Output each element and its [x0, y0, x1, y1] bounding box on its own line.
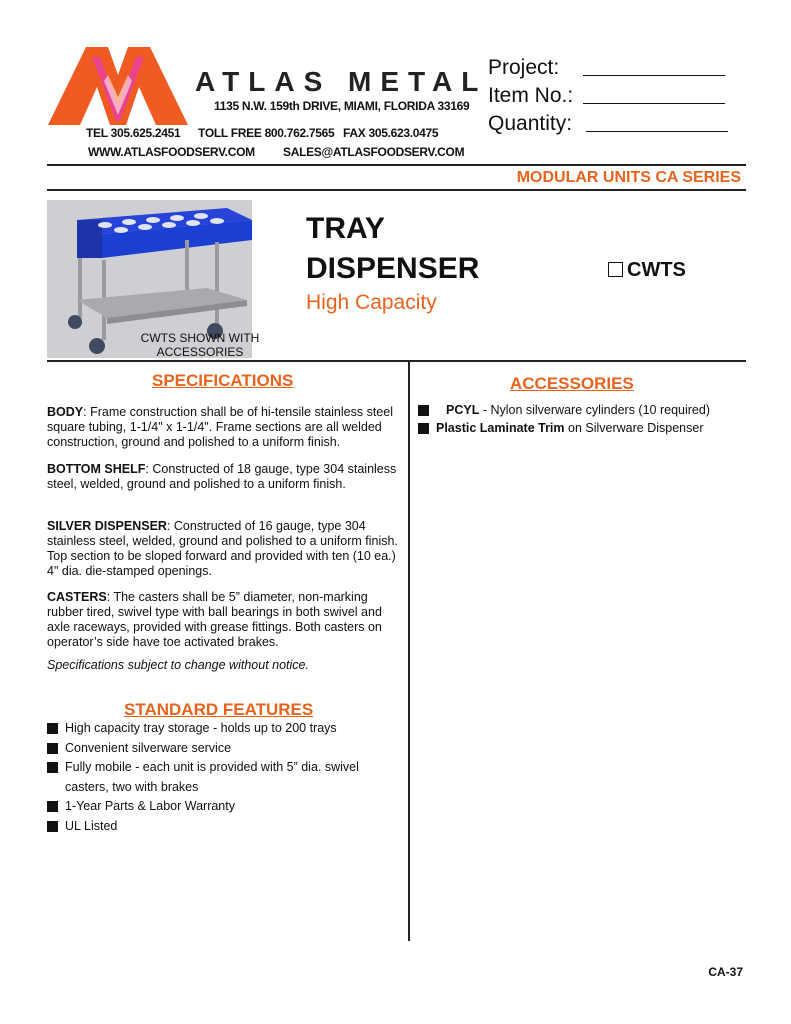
product-title-line1: TRAY — [306, 212, 385, 245]
spec-body-text: : Frame construction shall be of hi-tensile stainless steel square tubing, 1-1/4" x 1-1/4". Frame sections are all welded construction, ground and polished to a uniform finish. — [47, 405, 393, 449]
list-item — [47, 739, 397, 759]
bullet-icon — [418, 423, 429, 434]
brand-name: ATLAS METAL — [195, 66, 488, 97]
list-item — [47, 719, 397, 739]
standard-features-heading: STANDARD FEATURES — [124, 700, 314, 719]
item-number-label: Item No.: — [488, 84, 574, 107]
page-number: CA-37 — [708, 965, 743, 979]
list-item — [47, 817, 397, 837]
item-number-field[interactable] — [488, 84, 725, 108]
list-item — [418, 401, 748, 419]
email-link[interactable]: SALES@ATLASFOODSERV.COM — [283, 145, 465, 159]
accessories-heading: ACCESSORIES — [510, 374, 634, 393]
photo-caption — [130, 331, 270, 359]
bullet-icon — [47, 762, 58, 773]
model-checkbox[interactable] — [608, 259, 686, 282]
header-divider-bottom — [47, 189, 746, 191]
project-field[interactable] — [488, 56, 725, 80]
project-label: Project: — [488, 56, 560, 79]
product-subtitle: High Capacity — [306, 291, 437, 314]
accessory-code: PCYL — [446, 403, 480, 417]
bullet-icon — [47, 743, 58, 754]
standard-features-list — [47, 719, 397, 836]
accessory-text: on Silverware Dispenser — [564, 421, 704, 435]
quantity-label: Quantity: — [488, 112, 573, 135]
specifications-heading: SPECIFICATIONS — [152, 371, 294, 390]
bullet-icon — [47, 801, 58, 812]
photo-caption-line1: CWTS SHOWN WITH — [140, 331, 260, 345]
spec-casters — [47, 590, 402, 650]
spec-disclaimer: Specifications subject to change without notice. — [47, 658, 309, 672]
column-divider — [408, 361, 410, 941]
fax-number: FAX 305.623.0475 — [343, 126, 439, 140]
spec-body-label: BODY — [47, 405, 84, 419]
phone-number: TEL 305.625.2451 — [86, 126, 181, 140]
feature-text: Convenient silverware service — [65, 740, 232, 755]
accessory-code: Plastic Laminate Trim — [436, 421, 565, 435]
atlas-metal-logo — [48, 45, 188, 125]
company-address: 1135 N.W. 159th DRIVE, MIAMI, FLORIDA 33169 — [214, 99, 470, 113]
list-item — [418, 419, 748, 437]
spec-body — [47, 405, 402, 450]
feature-text: 1-Year Parts & Labor Warranty — [65, 799, 235, 813]
accessory-text: - Nylon silverware cylinders (10 required) — [479, 403, 710, 417]
model-number: CWTS — [627, 259, 686, 281]
spec-casters-label: CASTERS — [47, 590, 107, 604]
list-item — [47, 797, 397, 817]
feature-text: High capacity tray storage - holds up to 200 trays — [65, 721, 337, 735]
accessories-list — [418, 401, 748, 437]
feature-text: Fully mobile - each unit is provided with 5” dia. swivel casters, two with brakes — [65, 760, 359, 794]
photo-caption-line2: ACCESSORIES — [156, 345, 244, 359]
bullet-icon — [47, 723, 58, 734]
spec-casters-text: : The casters shall be 5” diameter, non-marking rubber tired, swivel type with ball bearings in both swivel and axle raceways, provided with grease fittings. Both casters on operator’s side have toe activated brakes. — [47, 590, 382, 649]
spec-silver-dispenser-label: SILVER DISPENSER — [47, 519, 167, 533]
spec-silver-dispenser-text: : Constructed of 16 gauge, type 304 stainless steel, welded, ground and polished to a uniform finish. Top section to be sloped forward and provided with ten (10 ea.) 4" dia. die-stamped openings. — [47, 519, 398, 578]
toll-free-number: TOLL FREE 800.762.7565 — [198, 126, 335, 140]
spec-bottom-shelf-label: BOTTOM SHELF — [47, 462, 146, 476]
quantity-field[interactable] — [488, 112, 728, 136]
section-divider — [47, 360, 746, 362]
header-divider-top — [47, 164, 746, 166]
checkbox-icon[interactable] — [608, 262, 623, 277]
bullet-icon — [47, 821, 58, 832]
website-link[interactable]: WWW.ATLASFOODSERV.COM — [88, 145, 255, 159]
spec-silver-dispenser — [47, 519, 402, 579]
feature-text: UL Listed — [65, 818, 118, 833]
spec-bottom-shelf-text: : Constructed of 18 gauge, type 304 stainless steel, welded, ground and polished to a uniform finish. — [47, 462, 397, 491]
series-title: MODULAR UNITS CA SERIES — [516, 169, 741, 186]
product-title-line2: DISPENSER — [306, 252, 480, 285]
spec-bottom-shelf — [47, 462, 402, 492]
bullet-icon — [418, 405, 429, 416]
list-item — [47, 758, 397, 797]
